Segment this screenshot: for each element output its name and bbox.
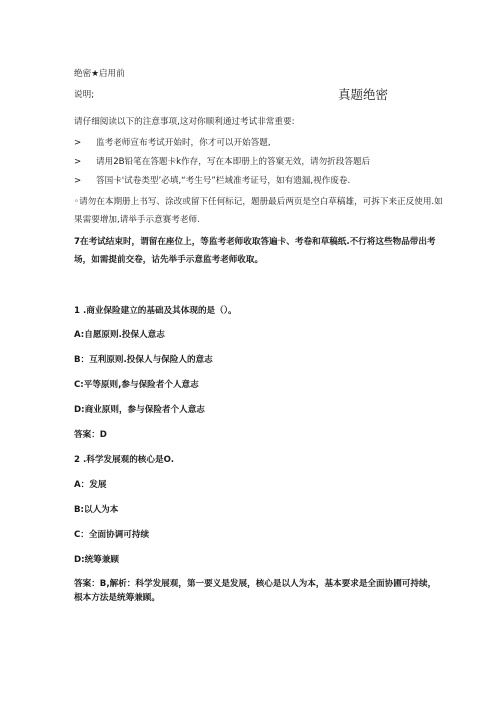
question-1-option-c: C:平等原则,参与保险者个人意志 [74,380,199,390]
bullet-marker: > [74,157,82,167]
notice-item-text: 请用2B铅笔在答题卡k作存，写在本即册上的答窠无效，请勿折段答题后 [96,157,371,167]
question-1-option-b: B：互利原则.投保人与保险人的意志 [74,355,213,365]
question-2-option-c: C：全面协调可持续 [74,530,150,540]
question-2-answer: 答案：B,解析：科学发展观，第一要义是发展，核心是以人为本，基本要求是全面协圃可持续，根本方法是统筹兼顾。 [74,579,437,603]
question-2-option-d: D:统筹兼顾 [74,555,119,565]
notice-item-text: 答国卡'试卷类型’必填,“考生号”栏域准考证号，如有遗漏,视作废卷. [96,176,351,186]
notice-paragraph-2: 7在考试结束时，谓留在座位上，等监考老师收取答遍卡、考卷和草稿纸.不行将这些物品带出考场，如需提前交卷，诂先举手示意监考老师收取。 [74,237,436,265]
notice-item-3 [74,176,350,187]
question-1-option-d: D:商业原则，参与保险者个人意志 [74,405,205,415]
secret-label: 绝密★启用前 [74,69,125,79]
bullet-marker: > [74,138,82,148]
stamp-title: 真题绝密 [338,87,389,102]
question-1-stem: 1 .商业保险建立的基础及其体现的是（）。 [74,306,237,316]
question-2-option-b: B:以人为本 [74,505,119,515]
notice-paragraph-1: ◦请勿在本期册上书写、涂改或留下任何标记，题册最后两页是空白草稿雄，可拆下来正反使用.如果需要增加,请举手示意赛考老师. [74,197,443,225]
bullet-marker: > [74,176,82,186]
notice-intro: 请仔细阅读以下的注意事项,这对你顺利通过考试非常重要: [74,117,295,127]
notice-item-1 [74,138,271,149]
notice-item-text: 监考老师宣布考试开始时，你才可以开始答题, [96,138,271,148]
question-2-option-a: A：发展 [74,480,107,490]
explain-label: 说明; [74,90,95,100]
question-1-option-a: A:自愿原则.投保人意志 [74,330,165,340]
question-2-stem: 2 .科学发展观的核心是O. [74,455,174,465]
question-1-answer: 答案：D [74,430,107,440]
notice-item-2 [74,157,370,168]
